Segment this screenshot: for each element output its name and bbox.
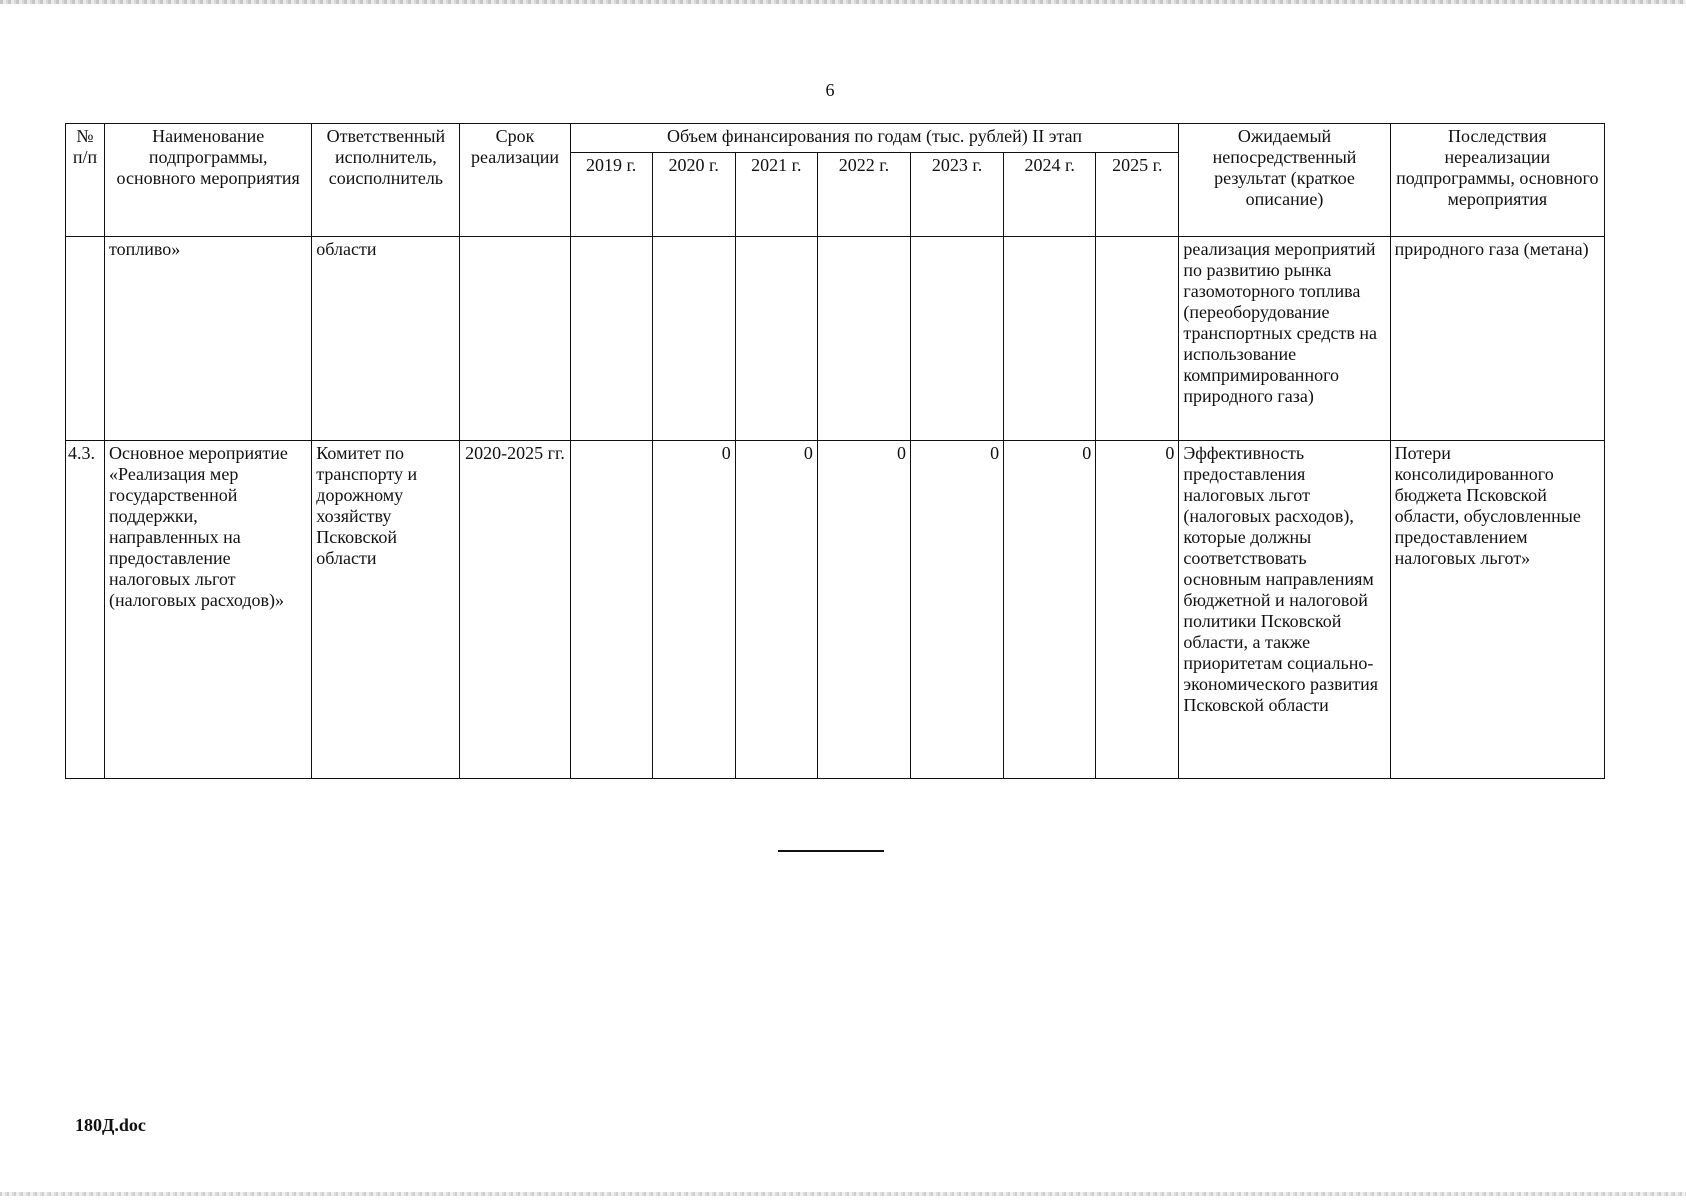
header-year-2022: 2022 г.: [817, 153, 910, 237]
cell-executor: Комитет по транспорту и дорожному хозяйству Псковской области: [312, 441, 460, 779]
cell-value-2025: [1096, 237, 1179, 441]
cell-value-2023: [910, 237, 1003, 441]
cell-consequences: Потери консолидированного бюджета Псковской области, обусловленные предоставлением налоговых льгот»: [1390, 441, 1604, 779]
cell-value-2024: 0: [1004, 441, 1096, 779]
header-name: Наименование подпрограммы, основного мероприятия: [105, 124, 312, 237]
cell-value-2025: 0: [1096, 441, 1179, 779]
cell-term: [460, 237, 570, 441]
cell-value-2019: [570, 441, 652, 779]
document-filename: 180Д.doc: [75, 1115, 146, 1135]
header-funding: Объем финансирования по годам (тыс. рублей) II этап: [570, 124, 1179, 153]
cell-executor: области: [312, 237, 460, 441]
cell-result: реализация мероприятий по развитию рынка газомоторного топлива (переоборудование транспортных средств на использование компримированного природного газа): [1179, 237, 1390, 441]
cell-value-2022: [817, 237, 910, 441]
cell-value-2020: 0: [652, 441, 735, 779]
cell-value-2024: [1004, 237, 1096, 441]
scan-edge-bottom: [0, 1192, 1686, 1196]
cell-num: [66, 237, 105, 441]
header-year-2021: 2021 г.: [735, 153, 817, 237]
table-row: [66, 441, 1605, 779]
cell-result: Эффективность предоставления налоговых льгот (налоговых расходов), которые должны соответствовать основным направлениям бюджетной и налоговой политики Псковской области, а также приоритетам социально-экономического развития Псковской области: [1179, 441, 1390, 779]
program-table: [65, 123, 1605, 779]
cell-value-2020: [652, 237, 735, 441]
cell-value-2021: [735, 237, 817, 441]
cell-value-2021: 0: [735, 441, 817, 779]
header-term: Срок реализации: [460, 124, 570, 237]
scan-edge-top: [0, 0, 1686, 4]
cell-consequences: природного газа (метана): [1390, 237, 1604, 441]
header-executor: Ответственный исполнитель, соисполнитель: [312, 124, 460, 237]
page-number: 6: [825, 80, 835, 100]
cell-value-2019: [570, 237, 652, 441]
header-consequences: Последствия нереализации подпрограммы, основного мероприятия: [1390, 124, 1604, 237]
cell-num: 4.3.: [66, 441, 105, 779]
cell-name: топливо»: [105, 237, 312, 441]
footer-divider: [778, 850, 884, 852]
cell-value-2022: 0: [817, 441, 910, 779]
header-row-1: [66, 124, 1605, 153]
cell-value-2023: 0: [910, 441, 1003, 779]
table-header: [66, 124, 1605, 237]
header-year-2025: 2025 г.: [1096, 153, 1179, 237]
header-num: № п/п: [66, 124, 105, 237]
header-result: Ожидаемый непосредственный результат (краткое описание): [1179, 124, 1390, 237]
header-year-2024: 2024 г.: [1004, 153, 1096, 237]
cell-name: Основное мероприятие «Реализация мер государственной поддержки, направленных на предоставление налоговых льгот (налоговых расходов)»: [105, 441, 312, 779]
header-year-2019: 2019 г.: [570, 153, 652, 237]
header-year-2020: 2020 г.: [652, 153, 735, 237]
table-body: [66, 237, 1605, 779]
table-row: [66, 237, 1605, 441]
cell-term: 2020-2025 гг.: [460, 441, 570, 779]
header-year-2023: 2023 г.: [910, 153, 1003, 237]
